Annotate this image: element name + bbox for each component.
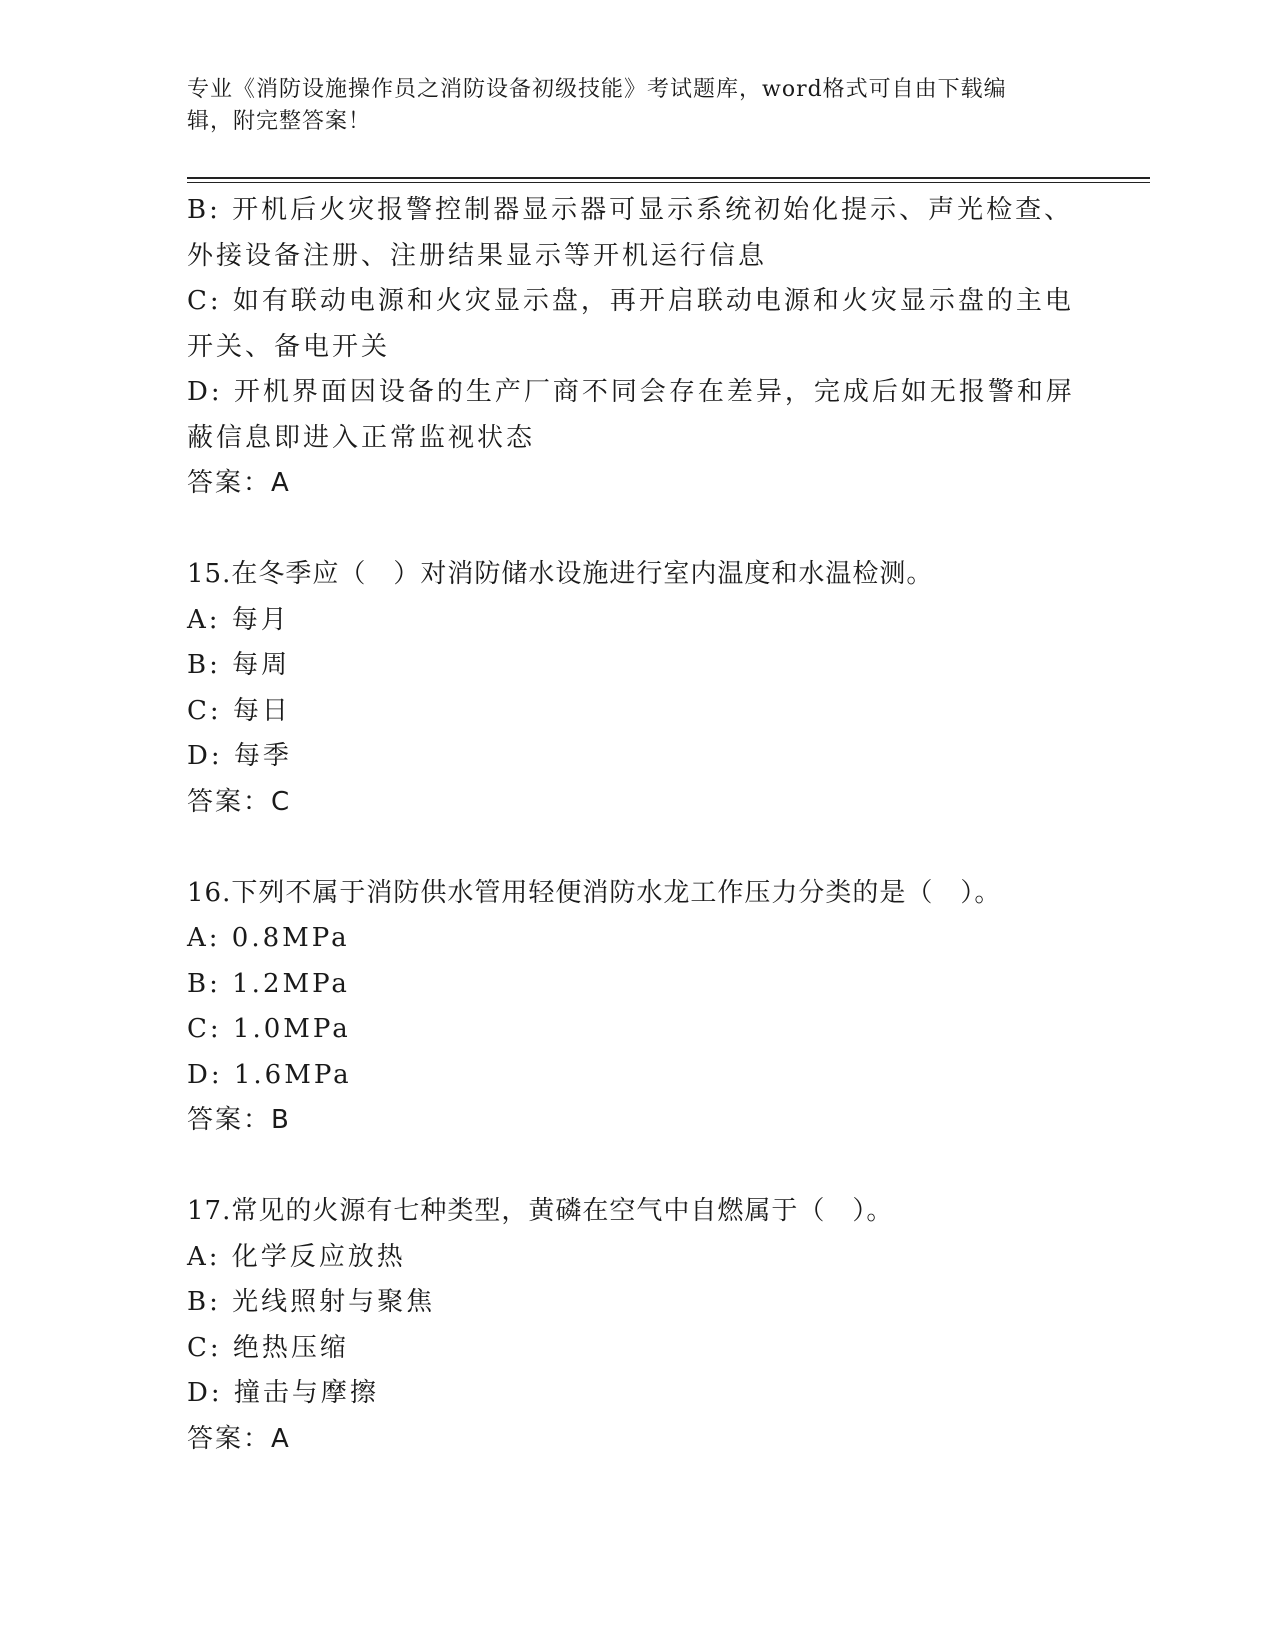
option-d: D: 撞击与摩擦 <box>187 1378 379 1408</box>
header-line-1: 专业《消防设施操作员之消防设备初级技能》考试题库，word格式可自由下载编 <box>187 77 1007 102</box>
question-block-15 <box>187 552 1087 825</box>
option-line: 外接设备注册、注册结果显示等开机运行信息 <box>187 240 768 271</box>
header-divider-thick <box>187 177 1150 179</box>
option-a: A: 每月 <box>187 604 290 635</box>
option-d: D: 每季 <box>187 741 292 771</box>
option-b: B: 光线照射与聚焦 <box>187 1287 436 1317</box>
option-line: C: 如有联动电源和火灾显示盘，再开启联动电源和火灾显示盘的主电 <box>187 286 1074 316</box>
option-c: C: 1.0MPa <box>187 1014 351 1044</box>
question-stem: 17.常见的火源有七种类型，黄磷在空气中自燃属于（ ）。 <box>187 1196 894 1226</box>
header-line-2: 辑，附完整答案！ <box>187 109 372 134</box>
spacer <box>187 825 1087 871</box>
option-a: A: 0.8MPa <box>187 923 350 953</box>
option-c: C: 每日 <box>187 695 291 726</box>
answer-line: 答案：A <box>187 468 291 498</box>
option-d: D: 1.6MPa <box>187 1059 352 1090</box>
header-divider-thin <box>187 182 1150 183</box>
option-a: A: 化学反应放热 <box>187 1241 406 1272</box>
question-stem: 16.下列不属于消防供水管用轻便消防水龙工作压力分类的是（ ）。 <box>187 877 1002 908</box>
document-header <box>187 74 1067 138</box>
option-b: B: 1.2MPa <box>187 968 350 999</box>
option-line: D: 开机界面因设备的生产厂商不同会存在差异，完成后如无报警和屏 <box>187 377 1075 407</box>
option-line: 蔽信息即进入正常监视状态 <box>187 422 536 453</box>
question-stem: 15.在冬季应（ ）对消防储水设施进行室内温度和水温检测。 <box>187 559 934 589</box>
answer-line: 答案：A <box>187 1423 291 1454</box>
question-block-14 <box>187 188 1087 507</box>
question-block-16 <box>187 871 1087 1144</box>
option-line: 开关、备电开关 <box>187 331 391 362</box>
spacer <box>187 507 1087 553</box>
option-b: B: 每周 <box>187 650 291 680</box>
spacer <box>187 1144 1087 1190</box>
option-line: B: 开机后火灾报警控制器显示器可显示系统初始化提示、声光检查、 <box>187 195 1074 225</box>
answer-line: 答案：B <box>187 1105 291 1135</box>
question-list <box>187 188 1087 1462</box>
option-c: C: 绝热压缩 <box>187 1332 349 1363</box>
question-block-17 <box>187 1189 1087 1462</box>
answer-line: 答案：C <box>187 786 292 817</box>
